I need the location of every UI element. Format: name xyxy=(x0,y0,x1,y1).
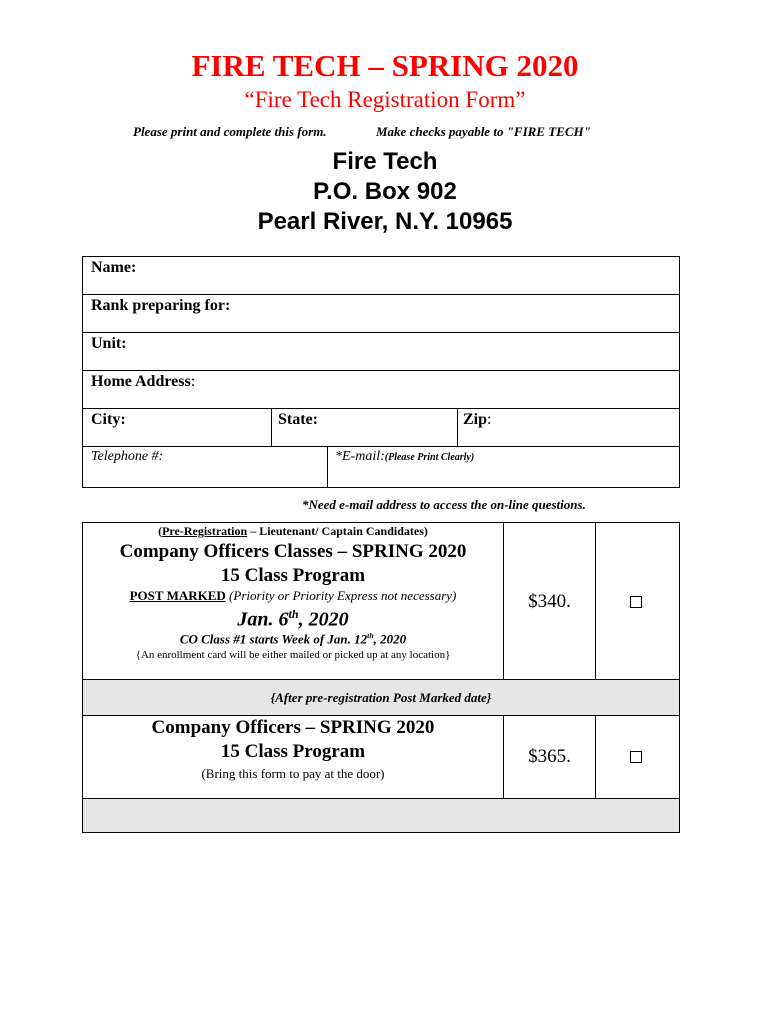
option-description xyxy=(83,523,503,679)
option2-checkbox[interactable] xyxy=(630,751,642,763)
postmarked-label: POST MARKED xyxy=(129,588,226,603)
postmarked-note: (Priority or Priority Express not necessary) xyxy=(225,588,457,603)
email-hint: (Please Print Clearly) xyxy=(384,452,475,463)
option1-price: $340. xyxy=(528,591,571,612)
email-label xyxy=(335,449,474,465)
telephone-field[interactable] xyxy=(83,447,327,487)
rank-field[interactable] xyxy=(83,295,679,333)
bottom-band xyxy=(83,799,679,832)
preregistration-word: Pre-Registration xyxy=(162,524,248,538)
zip-field[interactable] xyxy=(457,409,679,446)
page-title: FIRE TECH – SPRING 2020 xyxy=(191,48,579,83)
rank-label: Rank preparing for: xyxy=(91,297,231,314)
option2-title-line1: Company Officers – SPRING 2020 xyxy=(151,717,435,738)
option1-title-line1: Company Officers Classes – SPRING 2020 xyxy=(119,541,467,562)
preregistration-option xyxy=(83,523,679,680)
payment-instruction: Make checks payable to "FIRE TECH" xyxy=(376,124,591,139)
name-label: Name: xyxy=(91,259,137,276)
state-label: State: xyxy=(278,411,318,428)
print-instruction: Please print and complete this form. xyxy=(133,124,327,139)
registrant-info-form xyxy=(82,256,680,488)
option2-title-line2: 15 Class Program xyxy=(220,741,366,762)
class-start-suffix: th xyxy=(367,631,374,640)
name-field[interactable] xyxy=(83,257,679,295)
preregistration-heading xyxy=(83,524,503,539)
city-state-zip-row xyxy=(83,409,679,447)
deadline-year: , 2020 xyxy=(298,608,349,631)
deadline-date: Jan. 6 xyxy=(237,608,289,631)
option2-price: $365. xyxy=(528,746,571,767)
option1-title-line2: 15 Class Program xyxy=(220,565,366,586)
zip-label-text: Zip xyxy=(463,411,488,428)
deadline-suffix: th xyxy=(288,607,299,621)
unit-field[interactable] xyxy=(83,333,679,371)
home-address-label xyxy=(91,373,195,391)
class-start-year: , 2020 xyxy=(373,631,407,647)
city-label: City: xyxy=(91,411,126,428)
divider xyxy=(595,716,596,798)
telephone-email-row xyxy=(83,447,679,487)
enrollment-card-note: {An enrollment card will be either mailed or picked up at any location} xyxy=(135,649,451,661)
home-address-colon: : xyxy=(190,373,196,390)
postmark-deadline xyxy=(83,607,503,632)
city-field[interactable] xyxy=(83,409,271,446)
class-start-note xyxy=(83,631,503,647)
form-subtitle: “Fire Tech Registration Form” xyxy=(244,87,526,112)
pricing-table xyxy=(82,522,680,833)
option-description xyxy=(83,716,503,798)
telephone-label: Telephone #: xyxy=(91,449,164,464)
class-start-date: CO Class #1 starts Week of Jan. 12 xyxy=(179,631,368,647)
postmark-line xyxy=(83,588,503,604)
divider xyxy=(595,523,596,679)
option1-checkbox[interactable] xyxy=(630,596,642,608)
unit-label: Unit: xyxy=(91,335,127,352)
after-preregistration-band xyxy=(83,680,679,716)
mailing-address-name: Fire Tech xyxy=(332,148,438,175)
door-payment-option xyxy=(83,716,679,799)
mailing-address-city: Pearl River, N.Y. 10965 xyxy=(257,208,513,235)
email-requirement-note: *Need e-mail address to access the on-line questions. xyxy=(302,497,586,512)
zip-label xyxy=(463,411,491,429)
paren: ( xyxy=(158,524,163,538)
email-label-text: *E-mail: xyxy=(335,449,385,464)
home-address-field[interactable] xyxy=(83,371,679,409)
zip-colon: : xyxy=(487,411,492,428)
email-field[interactable] xyxy=(327,447,679,487)
mailing-address-pobox: P.O. Box 902 xyxy=(313,178,457,205)
option2-note: (Bring this form to pay at the door) xyxy=(201,766,385,781)
preregistration-rest: – Lieutenant/ Captain Candidates) xyxy=(247,524,428,538)
after-preregistration-label: {After pre-registration Post Marked date} xyxy=(270,690,492,705)
home-address-label-text: Home Address xyxy=(91,373,191,390)
state-field[interactable] xyxy=(271,409,457,446)
